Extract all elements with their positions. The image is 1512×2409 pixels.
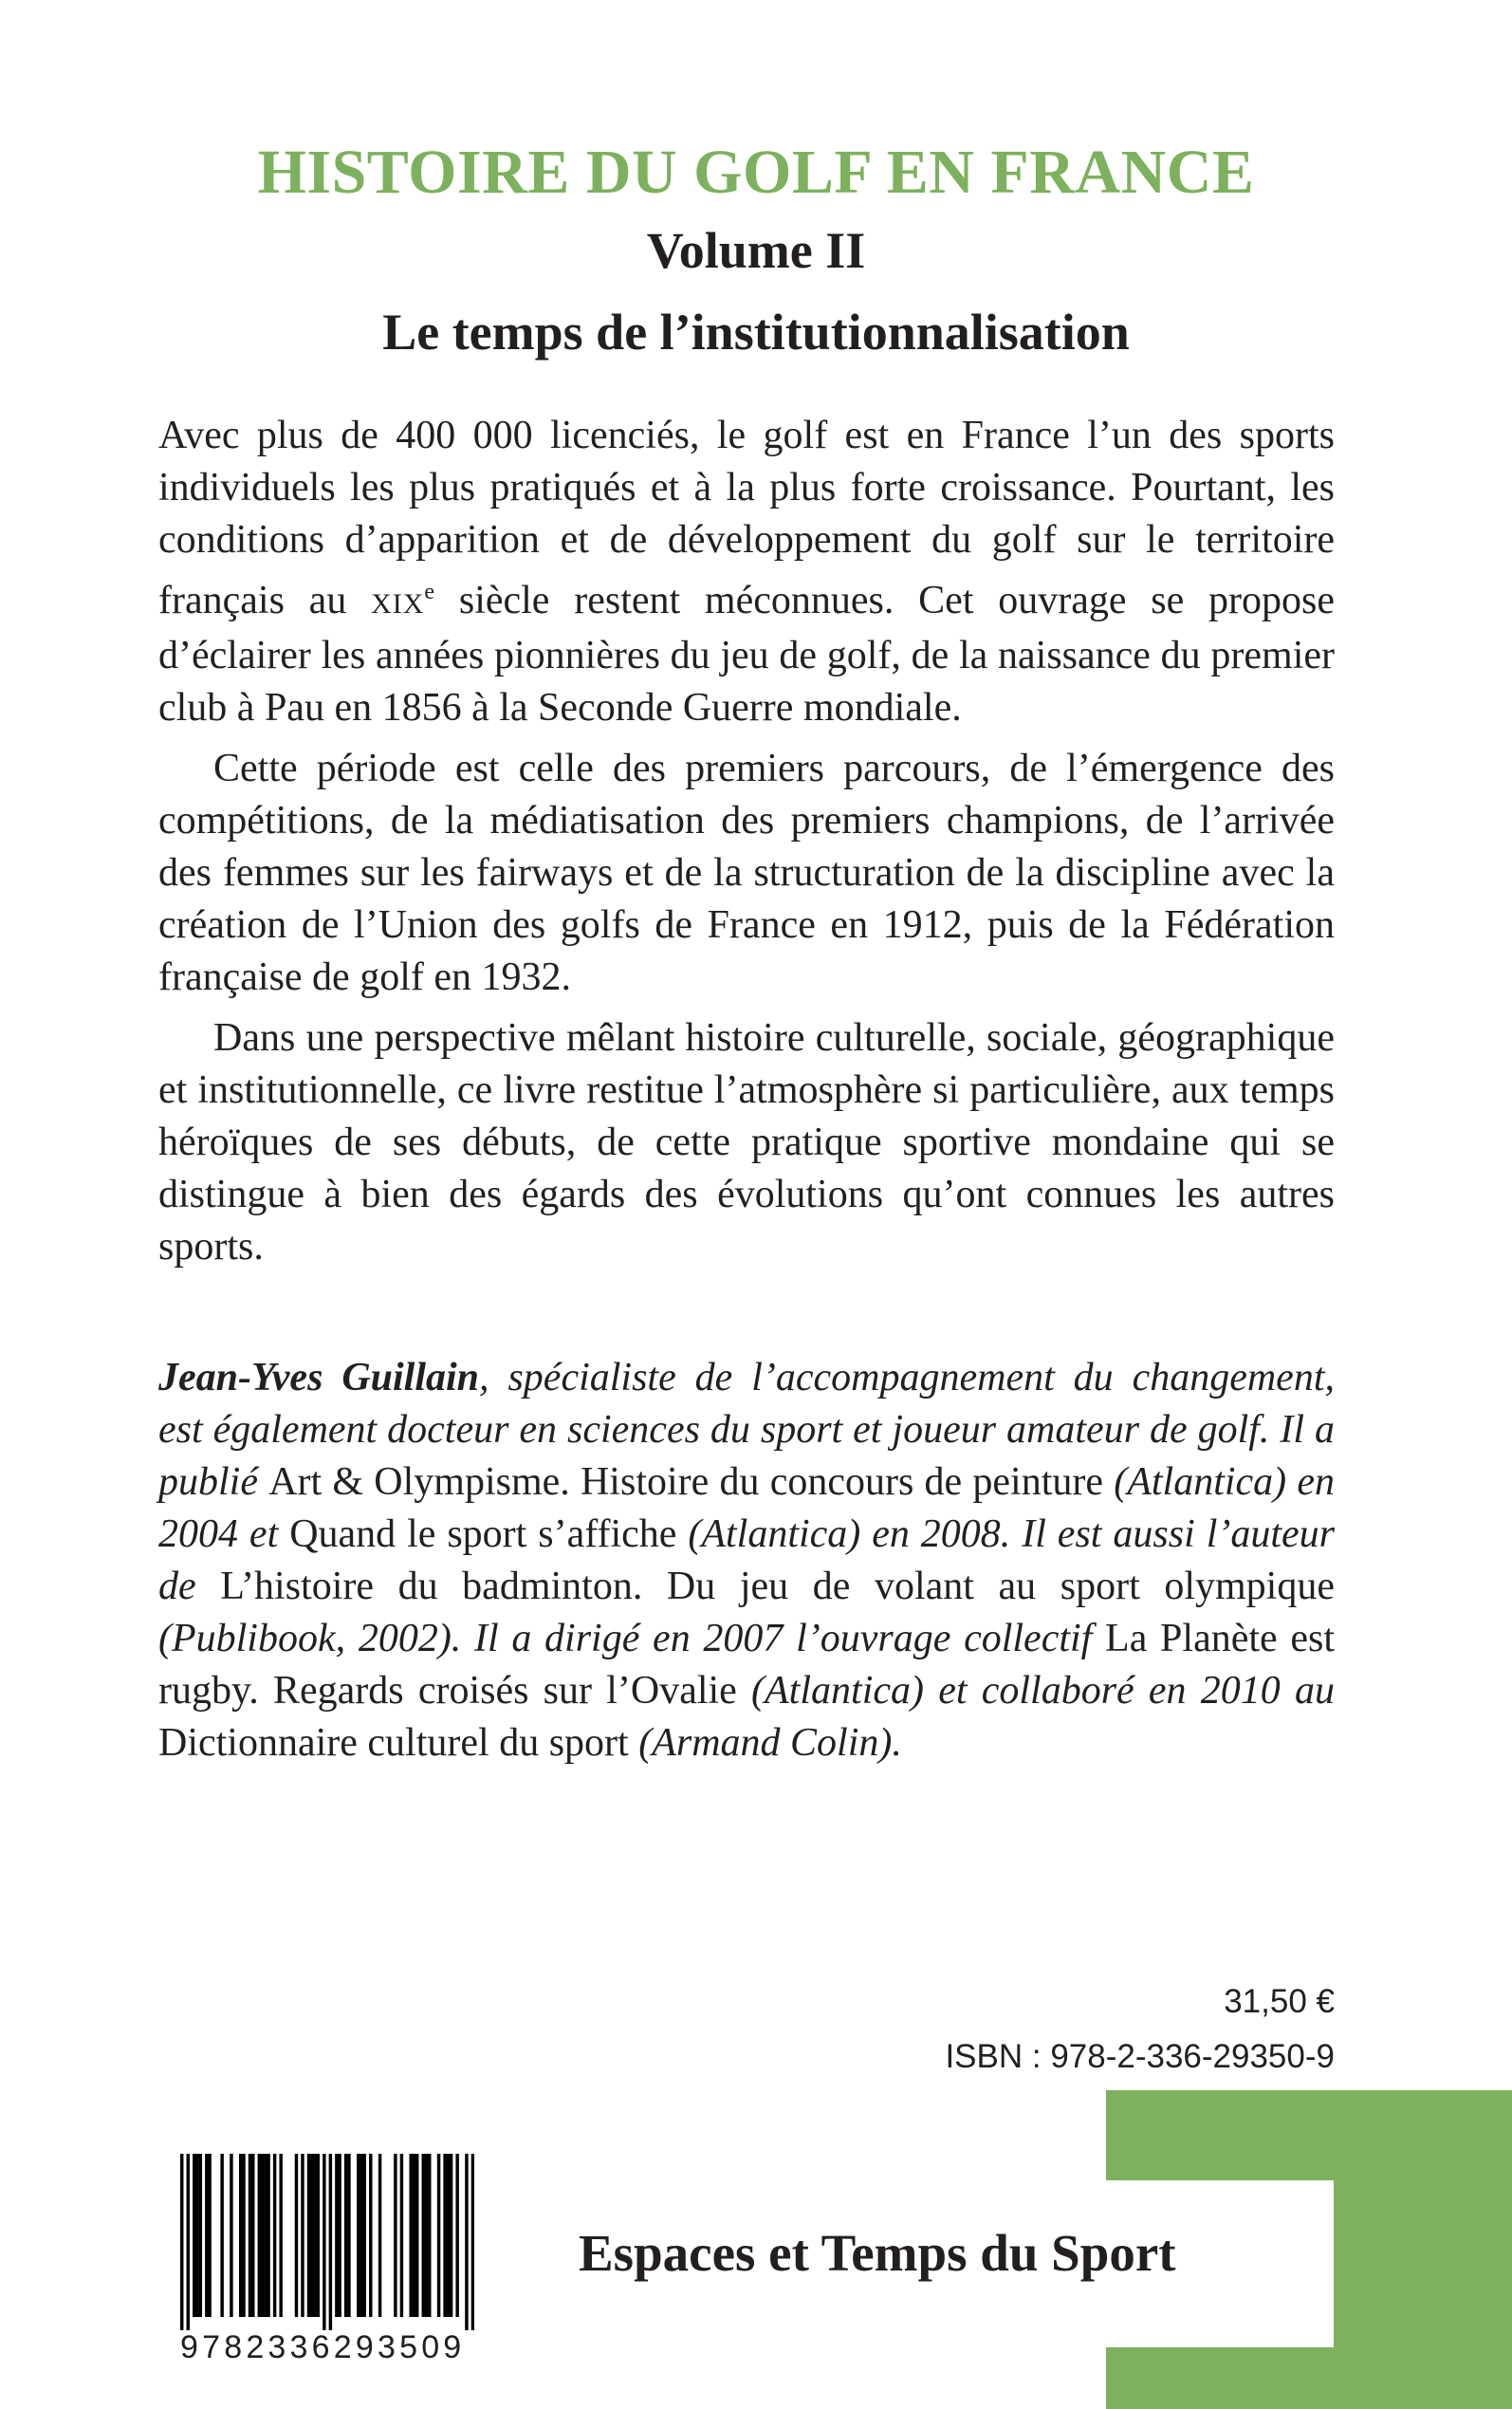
barcode-bar	[323, 2154, 325, 2330]
barcode-bar	[415, 2154, 418, 2317]
barcode-bar	[344, 2154, 347, 2317]
barcode-bar	[455, 2154, 458, 2317]
barcode-bar	[450, 2154, 452, 2317]
author-name: Jean-Yves Guillain	[158, 1356, 480, 1399]
book-ref-4: La Planète est rugby. Regards croisés sur l’Ovalie	[158, 1617, 1336, 1713]
barcode-bar	[193, 2154, 195, 2317]
barcode-bar	[428, 2154, 431, 2317]
barcode-bar	[251, 2154, 254, 2317]
barcode-bars	[180, 2154, 474, 2330]
barcode-bar	[447, 2154, 450, 2317]
barcode-bar	[249, 2154, 251, 2317]
price: 31,50 €	[1224, 1983, 1335, 2020]
book-ref-3: L’histoire du badminton. Du jeu de volant au sport olympique	[220, 1565, 1335, 1608]
barcode-bar	[307, 2154, 310, 2317]
series-name: Espaces et Temps du Sport	[579, 2224, 1176, 2282]
barcode-bar	[258, 2154, 261, 2317]
barcode-bar	[187, 2154, 190, 2330]
barcode-bar	[205, 2154, 208, 2317]
barcode-bar	[422, 2154, 425, 2317]
barcode-bar	[465, 2154, 468, 2330]
century-numeral: XIX	[371, 588, 425, 620]
barcode-bar	[425, 2154, 428, 2317]
book-subtitle: Le temps de l’institutionnalisation	[382, 304, 1130, 361]
barcode-bar	[471, 2154, 474, 2330]
barcode-bar	[329, 2154, 332, 2330]
barcode-bar	[443, 2154, 446, 2317]
barcode-bar	[199, 2154, 202, 2317]
isbn: ISBN : 978-2-336-29350-9	[945, 2038, 1335, 2075]
barcode-bar	[409, 2154, 412, 2317]
barcode-bar	[267, 2154, 269, 2317]
author-bio: Jean-Yves Guillain, spécialiste de l’accompagnement du changement, est également docteur en sciences du sport et joueur amateur de golf. Il a publié Art & Olympisme. Histoire du concours de peinture (Atlantica) en 2004 et Quand le sport s’affiche (Atlantica) en 2008. Il est aussi l’auteur de L’histoire du badminton. Du jeu de volant au sport olympique (Publibook, 2002). Il a dirigé en 2007 l’ouvrage collectif La Planète est rugby. Regards croisés sur l’Ovalie (Atlantica) et collaboré en 2010 au Dictionnaire culturel du sport (Armand Colin).	[158, 1356, 1336, 1765]
barcode-bar	[230, 2154, 232, 2317]
barcode-bar	[180, 2154, 183, 2330]
barcode-bar	[357, 2154, 360, 2317]
barcode	[180, 2154, 474, 2372]
barcode-digits: 9782336293509	[180, 2329, 466, 2365]
barcode-bar	[369, 2154, 372, 2317]
century-superscript: e	[424, 580, 435, 604]
barcode-bar	[347, 2154, 350, 2317]
barcode-bar	[261, 2154, 264, 2317]
book-ref-2: Quand le sport s’affiche	[289, 1512, 677, 1556]
barcode-bar	[400, 2154, 403, 2317]
barcode-bar	[310, 2154, 313, 2317]
barcode-bar	[195, 2154, 198, 2317]
blurb-paragraph-1: Avec plus de 400 000 licenciés, le golf est en France l’un des sports individuels les plus pratiqués et à la plus forte croissance. Pourtant, les conditions d’apparition et de développement du golf sur le territoire français au XIXe siècle restent méconnues. Cet ouvrage se propose d’éclairer les années pionnières du jeu de golf, de la naissance du premier club à Pau en 1856 à la Seconde Guerre mondiale.	[158, 414, 1335, 730]
blurb	[158, 410, 1335, 1282]
barcode-bar	[239, 2154, 242, 2317]
barcode-bar	[273, 2154, 276, 2317]
barcode-bar	[317, 2154, 320, 2317]
barcode-bar	[301, 2154, 304, 2317]
barcode-bar	[338, 2154, 341, 2317]
barcode-bar	[378, 2154, 381, 2317]
book-ref-1: Art & Olympisme. Histoire du concours de peinture	[268, 1460, 1103, 1504]
barcode-bar	[394, 2154, 396, 2317]
barcode-bar	[363, 2154, 366, 2317]
barcode-bar	[242, 2154, 245, 2317]
barcode-bar	[220, 2154, 223, 2317]
book-title: HISTOIRE DU GOLF EN FRANCE	[257, 138, 1255, 207]
barcode-bar	[208, 2154, 211, 2317]
blurb-paragraph-3: Dans une perspective mêlant histoire culturelle, sociale, géographique et institutionnelle, ce livre restitue l’atmosphère si particulière, aux temps héroïques de ses débuts, de cette pratique sportive mondaine qui se distingue à bien des égards des évolutions qu’ont connues les autres sports.	[158, 1016, 1335, 1269]
barcode-bar	[413, 2154, 415, 2317]
book-ref-5: Dictionnaire culturel du sport	[158, 1721, 629, 1765]
barcode-bar	[295, 2154, 298, 2317]
blurb-paragraph-2: Cette période est celle des premiers parcours, de l’émergence des compétitions, de la médiatisation des premiers champions, de l’arrivée des femmes sur les fairways et de la structuration de la discipline avec la création de l’Union des golfs de France en 1912, puis de la Fédération française de golf en 1932.	[158, 747, 1335, 999]
barcode-bar	[360, 2154, 362, 2317]
barcode-bar	[264, 2154, 267, 2317]
volume-label: Volume II	[646, 222, 866, 279]
barcode-bar	[313, 2154, 316, 2317]
barcode-bar	[279, 2154, 282, 2317]
barcode-bar	[437, 2154, 440, 2317]
barcode-bar	[335, 2154, 338, 2317]
